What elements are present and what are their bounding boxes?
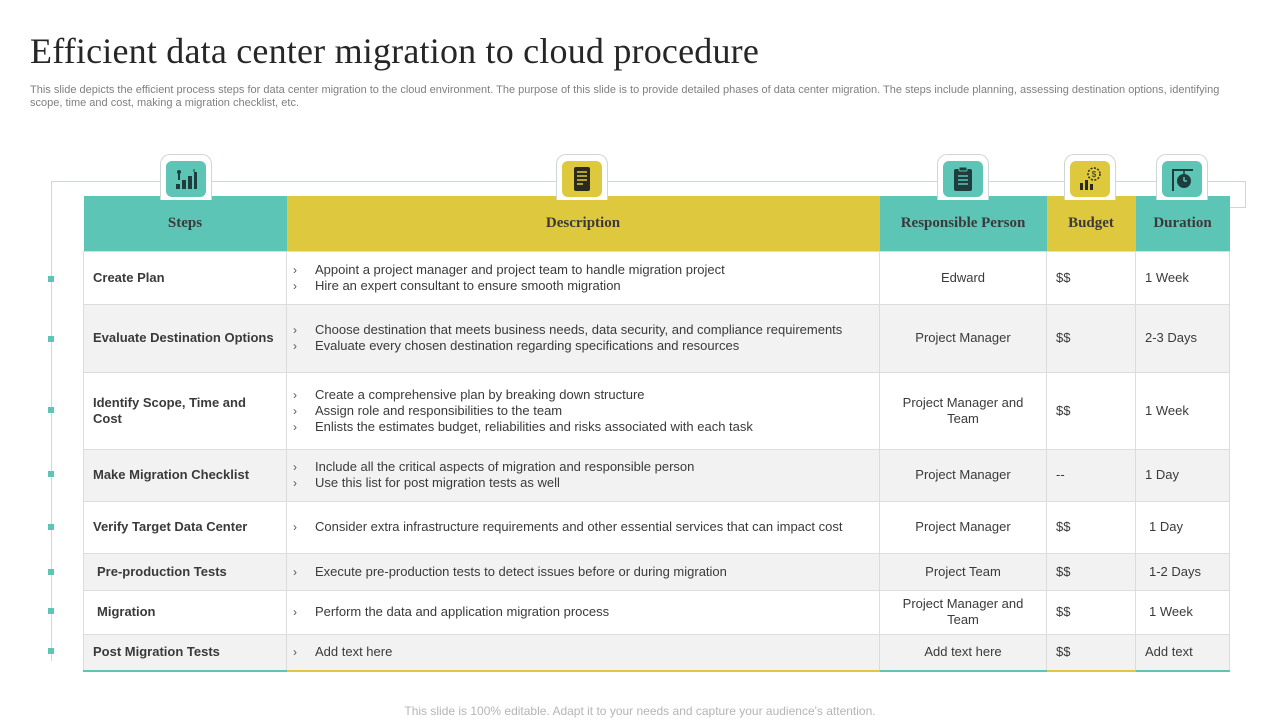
table-row <box>84 590 1230 634</box>
step-description <box>287 449 880 501</box>
clock-signpost-icon <box>1162 161 1202 197</box>
step-name: Evaluate Destination Options <box>84 304 287 372</box>
step-name: Create Plan <box>84 251 287 304</box>
bullet-text: Execute pre-production tests to detect issues before or during migration <box>315 563 727 579</box>
steps-icon-tab <box>160 154 212 200</box>
chevron-right-icon: › <box>293 278 297 293</box>
timeline-marker <box>48 276 54 282</box>
svg-text:$: $ <box>1091 170 1097 179</box>
bullet-text: Appoint a project manager and project team to handle migration project <box>315 261 725 277</box>
description-icon-tab <box>556 154 608 200</box>
table-row <box>84 251 1230 304</box>
step-description <box>287 304 880 372</box>
timeline-marker <box>48 524 54 530</box>
timeline-marker <box>48 608 54 614</box>
timeline-marker <box>48 336 54 342</box>
budget-chart-icon <box>1070 161 1110 197</box>
description-bullet <box>293 278 879 294</box>
header-description: Description <box>287 196 880 251</box>
description-bullet <box>293 604 879 620</box>
step-description <box>287 251 880 304</box>
frame-line-right-bottom <box>1228 207 1246 208</box>
frame-line-right <box>1245 181 1246 208</box>
header-budget: Budget <box>1047 196 1136 251</box>
bullet-text: Consider extra infrastructure requirements and other essential services that can impact cost <box>315 519 843 534</box>
bullet-text: Include all the critical aspects of migration and responsible person <box>315 459 695 474</box>
page-subtitle: This slide depicts the efficient process steps for data center migration to the cloud environment. The purpose of this slide is to provide detailed phases of data center migration. The steps include planning, assessing destination options, identifying scope, time and cost, making a migration checklist, etc. <box>30 84 1220 109</box>
duration-value: 1 Week <box>1136 590 1230 634</box>
duration-value: 1 Week <box>1136 372 1230 449</box>
step-description <box>287 634 880 671</box>
chevron-right-icon: › <box>293 476 297 490</box>
timeline-marker <box>48 648 54 654</box>
responsible-person: Project Manager and Team <box>880 372 1047 449</box>
step-description <box>287 553 880 590</box>
duration-value: 1 Day <box>1136 501 1230 553</box>
bullet-text: Evaluate every chosen destination regarding specifications and resources <box>315 338 740 353</box>
budget-value: $$ <box>1047 304 1136 372</box>
step-name: Post Migration Tests <box>84 634 287 671</box>
description-bullet <box>293 644 879 660</box>
responsible-person: Project Manager and Team <box>880 590 1047 634</box>
timeline-marker <box>48 569 54 575</box>
budget-value: $$ <box>1047 553 1136 590</box>
description-bullet <box>293 459 879 475</box>
step-name: Identify Scope, Time and Cost <box>84 372 287 449</box>
description-bullet <box>293 519 879 535</box>
duration-value: Add text <box>1136 634 1230 671</box>
responsible-person: Project Manager <box>880 449 1047 501</box>
description-bullet <box>293 475 879 491</box>
chevron-right-icon: › <box>293 262 297 277</box>
bullet-text: Use this list for post migration tests as well <box>315 475 560 490</box>
footer-note: This slide is 100% editable. Adapt it to your needs and capture your audience's attention. <box>404 704 876 718</box>
responsible-person: Edward <box>880 251 1047 304</box>
budget-value: -- <box>1047 449 1136 501</box>
chevron-right-icon: › <box>293 323 297 337</box>
timeline-line <box>51 181 52 661</box>
chevron-right-icon: › <box>293 403 297 418</box>
bullet-text: Add text here <box>315 644 393 660</box>
duration-value: 2-3 Days <box>1136 304 1230 372</box>
description-bullet <box>293 387 879 403</box>
description-bullet <box>293 322 879 338</box>
bullet-text: Assign role and responsibilities to the team <box>315 402 563 418</box>
timeline-marker <box>48 407 54 413</box>
description-bullet <box>293 419 879 435</box>
responsible-person: Add text here <box>880 634 1047 671</box>
clipboard-icon <box>943 161 983 197</box>
table-row <box>84 634 1230 671</box>
table-header-row <box>84 196 1230 251</box>
duration-value: 1 Day <box>1136 449 1230 501</box>
bullet-text: Hire an expert consultant to ensure smooth migration <box>315 277 621 293</box>
step-description <box>287 372 880 449</box>
chevron-right-icon: › <box>293 645 297 660</box>
duration-value: 1 Week <box>1136 251 1230 304</box>
step-name: Make Migration Checklist <box>84 449 287 501</box>
chevron-right-icon: › <box>293 419 297 434</box>
header-responsible-person: Responsible Person <box>880 196 1047 251</box>
step-description <box>287 590 880 634</box>
timeline-marker <box>48 471 54 477</box>
step-name: Pre-production Tests <box>84 553 287 590</box>
step-name: Verify Target Data Center <box>84 501 287 553</box>
budget-value: $$ <box>1047 251 1136 304</box>
bullet-text: Choose destination that meets business needs, data security, and compliance requirements <box>315 322 843 337</box>
chevron-right-icon: › <box>293 339 297 353</box>
responsible-person: Project Manager <box>880 304 1047 372</box>
chevron-right-icon: › <box>293 564 297 579</box>
description-bullet <box>293 403 879 419</box>
chevron-right-icon: › <box>293 605 297 619</box>
description-bullet <box>293 564 879 580</box>
table-body <box>84 251 1230 671</box>
budget-value: $$ <box>1047 501 1136 553</box>
header-duration: Duration <box>1136 196 1230 251</box>
person-icon-tab <box>937 154 989 200</box>
table-row <box>84 304 1230 372</box>
table-row <box>84 449 1230 501</box>
description-bullet <box>293 262 879 278</box>
responsible-person: Project Manager <box>880 501 1047 553</box>
budget-value: $$ <box>1047 590 1136 634</box>
chevron-right-icon: › <box>293 520 297 534</box>
step-description <box>287 501 880 553</box>
description-bullet <box>293 338 879 354</box>
duration-value: 1-2 Days <box>1136 553 1230 590</box>
bullet-text: Perform the data and application migration process <box>315 604 610 619</box>
header-steps: Steps <box>84 196 287 251</box>
step-name: Migration <box>84 590 287 634</box>
growth-steps-icon <box>166 161 206 197</box>
table-row <box>84 553 1230 590</box>
duration-icon-tab <box>1156 154 1208 200</box>
chevron-right-icon: › <box>293 460 297 474</box>
budget-value: $$ <box>1047 372 1136 449</box>
budget-icon-tab <box>1064 154 1116 200</box>
table-row <box>84 372 1230 449</box>
responsible-person: Project Team <box>880 553 1047 590</box>
chevron-right-icon: › <box>293 387 297 402</box>
table-row <box>84 501 1230 553</box>
document-icon <box>562 161 602 197</box>
page-title: Efficient data center migration to cloud procedure <box>30 31 760 71</box>
migration-table <box>83 196 1230 672</box>
bullet-text: Create a comprehensive plan by breaking down structure <box>315 386 645 402</box>
bullet-text: Enlists the estimates budget, reliabilities and risks associated with each task <box>315 418 753 434</box>
budget-value: $$ <box>1047 634 1136 671</box>
